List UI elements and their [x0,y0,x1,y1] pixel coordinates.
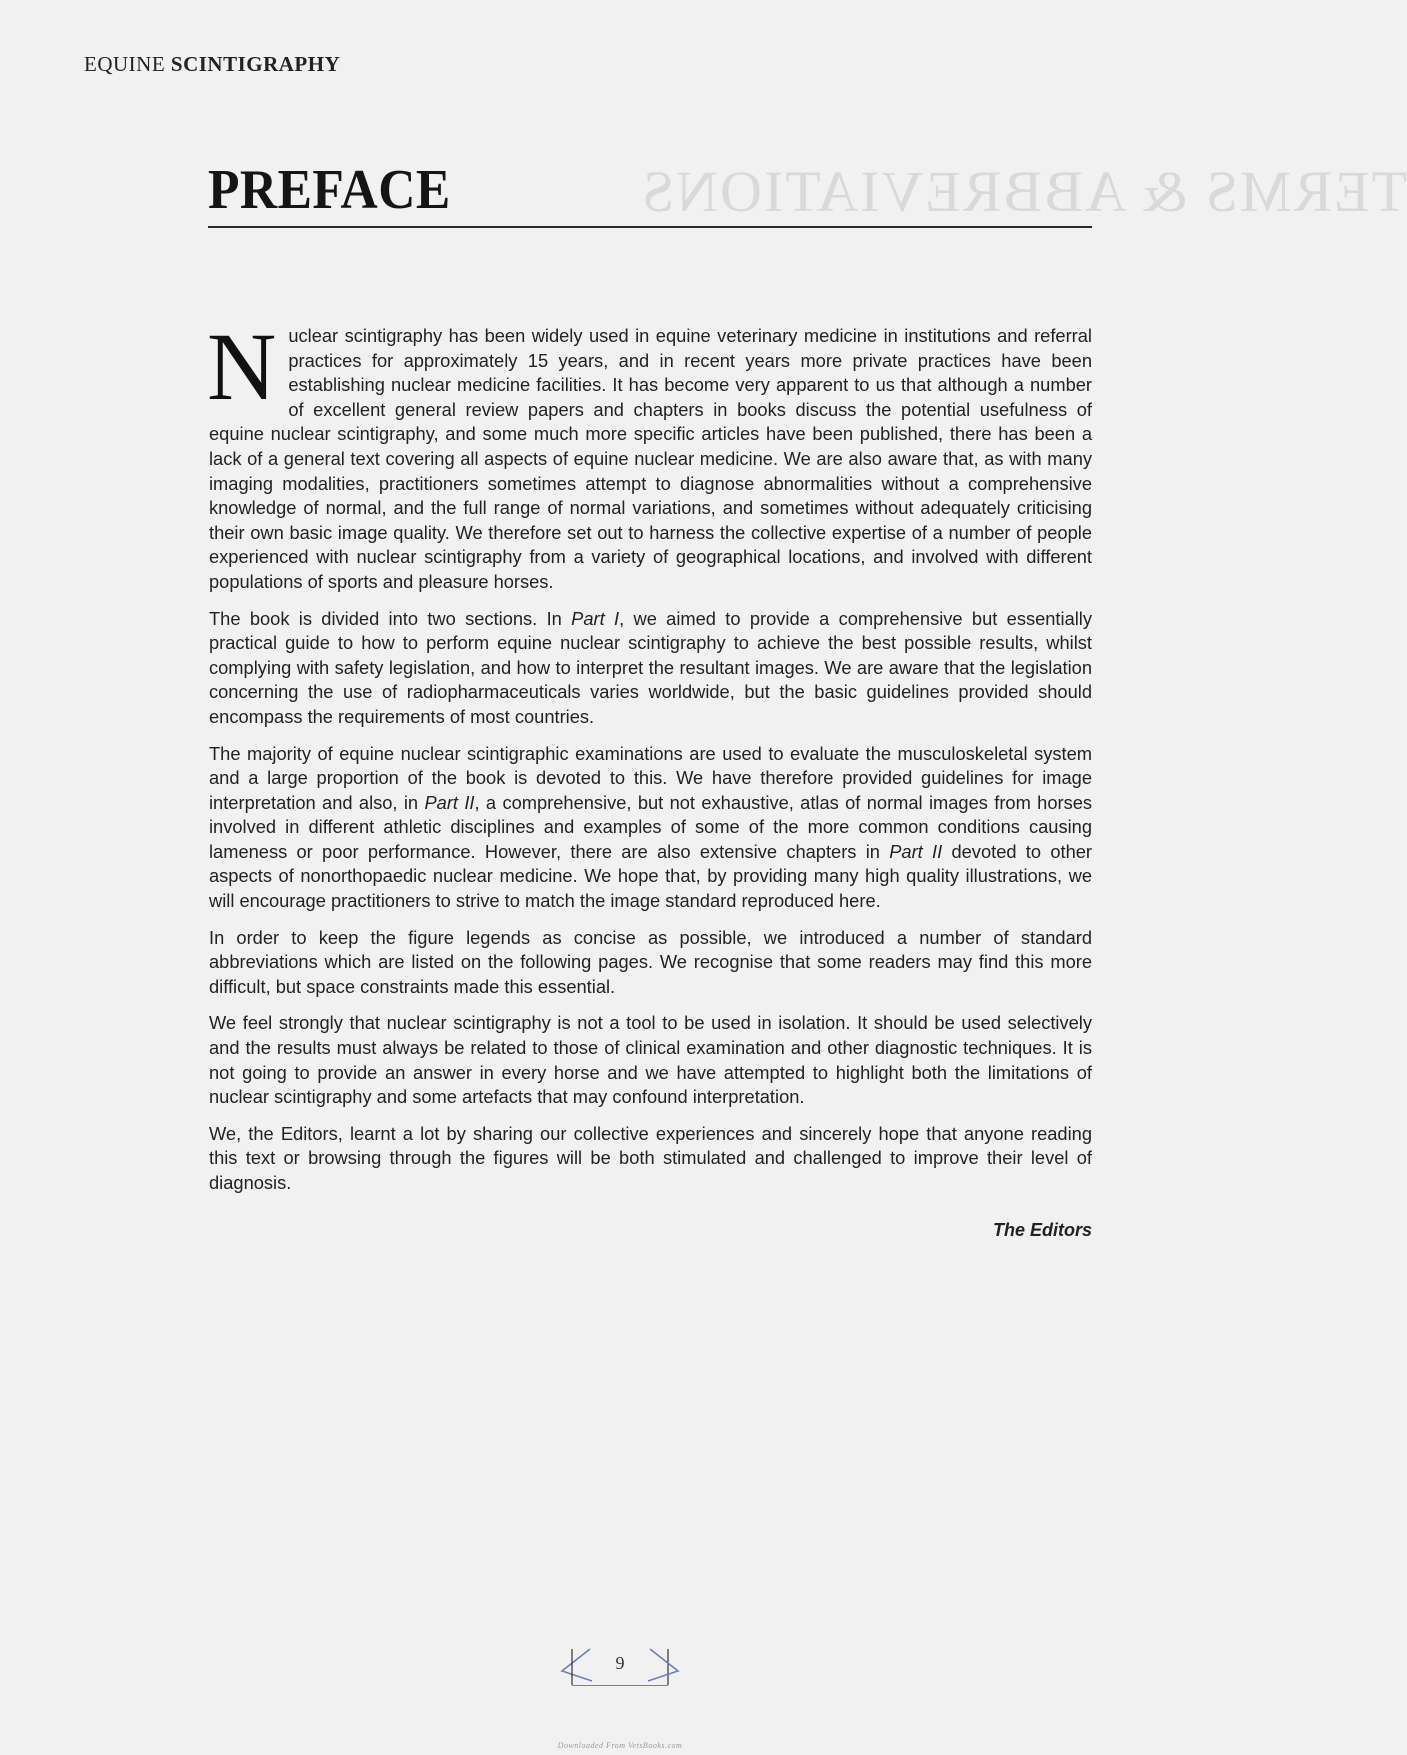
page-number: 9 [615,1653,625,1673]
paragraph-3-text-c: , a comprehensive, but not exhaustive, atlas of normal images from horses involved in different athletic disciplines and examples of some of the more common conditions causing lameness or poor performance. However, there are also extensive chapters in [209,791,1093,862]
paragraph-4: In order to keep the figure legends as concise as possible, we introduced a number of standard abbreviations which are listed on the following pages. We recognise that some readers may find this more difficult, but space constraints made this essential. [209,926,1092,997]
paragraph-1-text: uclear scintigraphy has been widely used in equine veterinary medicine in institutions and referral practices for approximately 15 years, and in recent years more private practices have been establishing nuclear medicine facilities. It has become very apparent to us that although a number of excellent general review papers and chapters in books discuss the potential usefulness of equine nuclear scintigraphy, and some much more specific articles have been published, there has been a lack of a general text covering all aspects of equine nuclear medicine. We are also aware that, as with many imaging modalities, practitioners sometimes attempt to diagnose abnormalities without a comprehensive knowledge of normal, and the full range of normal variations, and sometimes without adequately criticising their own basic image quality. We therefore set out to harness the collective expertise of a number of people experienced with nuclear scintigraphy from a variety of geographical locations, and involved with different populations of sports and pleasure horses. [209,325,1092,592]
running-header-part2: SCINTIGRAPHY [170,52,341,76]
paragraph-6: We, the Editors, learnt a lot by sharing our collective experiences and sincerely hope that anyone reading this text or browsing through the figures will be both stimulated and challenged to improve their level of diagnosis. [209,1122,1092,1193]
title-block [208,160,1092,228]
running-header [84,52,340,77]
page-number-ornament [572,1645,668,1685]
part-i-ref: Part I [571,607,620,629]
paragraph-2-text-a: The book is divided into two sections. In [209,607,572,629]
paragraph-2 [209,607,1092,730]
signature: The Editors [992,1219,1092,1240]
footer-watermark: Downloaded From VetsBooks.com [557,1741,683,1750]
paragraph-3-text-a: The majority of equine nuclear scintigraphic examinations are used to evaluate the musculoskeletal system and a large proportion of the book is devoted to this. We have therefore provided guidelines for image interpretation and also, in [209,742,1092,813]
title-underline-rule [208,226,1092,228]
drop-cap: N [207,313,277,420]
show-through-ghost-title: TERMS & ABBREVIATIONS [640,159,1407,224]
page-title: PREFACE [208,159,451,221]
part-ii-ref-2: Part II [889,840,943,862]
part-ii-ref: Part II [424,791,475,813]
paragraph-2-text-c: , we aimed to provide a comprehensive but essentially practical guide to how to perform equine nuclear scintigraphy to achieve the best possible results, whilst complying with safety legislation, and how to interpret the resultant images. We are aware that the legislation concerning the use of radiopharmaceuticals varies worldwide, but the basic guidelines provided should encompass the requirements of most countries. [209,607,1093,727]
paragraph-5: We feel strongly that nuclear scintigraphy is not a tool to be used in isolation. It should be used selectively and the results must always be related to those of clinical examination and other diagnostic techniques. It is not going to provide an answer in every horse and we have attempted to highlight both the limitations of nuclear scintigraphy and some artefacts that may confound interpretation. [209,1012,1092,1108]
paragraph-3 [209,742,1092,914]
running-header-part1: EQUINE [84,52,166,76]
paragraph-3-text-e: devoted to other aspects of nonorthopaedic nuclear medicine. We hope that, by providing many high quality illustrations, we will encourage practitioners to strive to match the image standard reproduced here. [209,840,1092,912]
paragraph-1 [207,313,1092,595]
preface-body [207,313,1093,1242]
